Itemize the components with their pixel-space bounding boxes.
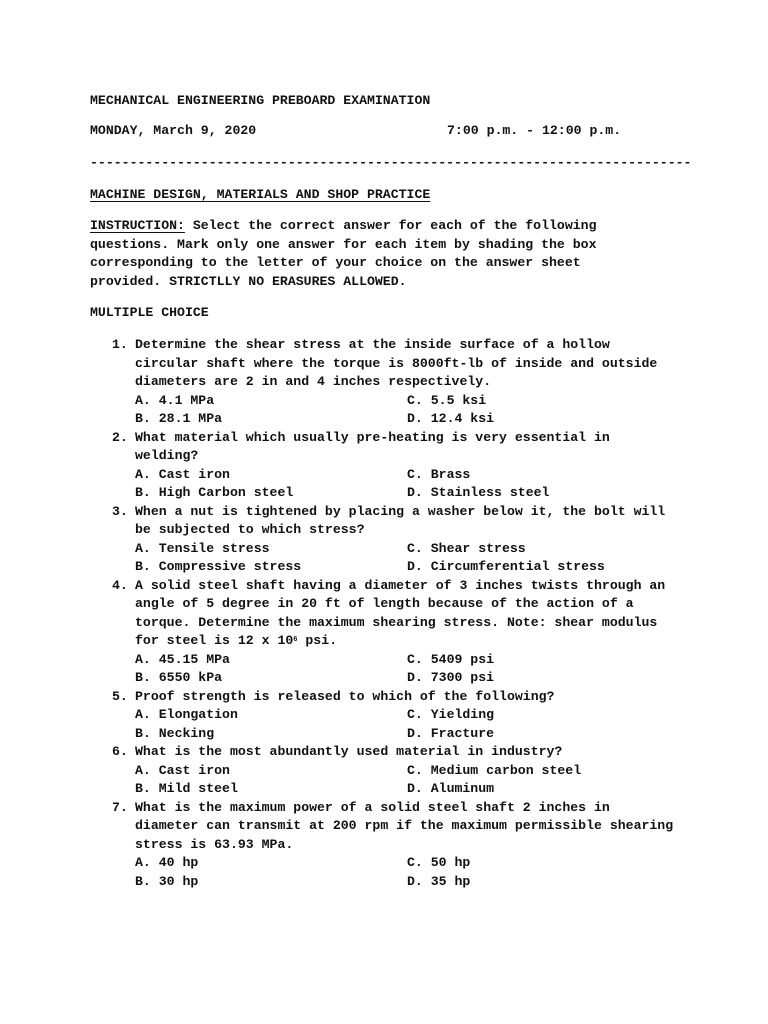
exam-time: 7:00 p.m. - 12:00 p.m. bbox=[447, 123, 622, 138]
choice-a: A. 40 hp bbox=[135, 855, 199, 871]
choice-c: C. Medium carbon steel bbox=[407, 762, 582, 778]
question-number: 5. bbox=[112, 688, 128, 704]
question-text: What material which usually pre-heating is very essential in welding? bbox=[135, 429, 610, 464]
question-number: 4. bbox=[112, 577, 128, 593]
question-text: What is the most abundantly used material in industry? bbox=[135, 744, 563, 760]
choice-c: C. Shear stress bbox=[407, 540, 526, 556]
choice-d: D. 7300 psi bbox=[407, 670, 495, 686]
choice-b: B. Necking bbox=[135, 725, 215, 741]
exponent-superscript: 6 bbox=[293, 636, 298, 645]
question-3 bbox=[90, 503, 690, 577]
choice-grid bbox=[135, 762, 690, 799]
choice-d: D. Stainless steel bbox=[407, 485, 550, 501]
choice-c: C. Brass bbox=[407, 466, 471, 482]
choice-a: A. Cast iron bbox=[135, 762, 230, 778]
choice-d: D. Fracture bbox=[407, 725, 495, 741]
question-text-main: A solid steel shaft having a diameter of 3 inches twists through an angle of 5 degree in 20 ft of length because of the action of a torque. Determine the maximum shearing stress. Note: shear modulus for steel is 12 x 10 bbox=[135, 577, 666, 649]
choice-grid bbox=[135, 392, 690, 429]
choice-d: D. 12.4 ksi bbox=[407, 411, 495, 427]
choice-d: D. 35 hp bbox=[407, 873, 471, 889]
choice-grid bbox=[135, 540, 690, 577]
choice-grid bbox=[135, 706, 690, 743]
question-1 bbox=[90, 336, 690, 429]
separator-line: ---------------------------------------------------------------------------- bbox=[90, 155, 692, 170]
question-text: What is the maximum power of a solid steel shaft 2 inches in diameter can transmit at 200 rpm if the maximum permissible shearing stress is 63.93 MPa. bbox=[135, 799, 674, 852]
question-4 bbox=[90, 577, 690, 688]
question-number: 3. bbox=[112, 503, 128, 519]
choice-a: A. 4.1 MPa bbox=[135, 392, 215, 408]
question-text: Proof strength is released to which of the following? bbox=[135, 688, 555, 704]
choice-b: B. 28.1 MPa bbox=[135, 411, 223, 427]
question-text bbox=[135, 577, 675, 651]
choice-b: B. 6550 kPa bbox=[135, 670, 223, 686]
choice-b: B. Compressive stress bbox=[135, 559, 302, 575]
question-number: 1. bbox=[112, 337, 128, 352]
question-6 bbox=[90, 743, 690, 798]
instruction-label: INSTRUCTION: bbox=[90, 218, 185, 233]
choice-grid bbox=[135, 854, 690, 891]
choice-b: B. Mild steel bbox=[135, 781, 238, 797]
exam-title: MECHANICAL ENGINEERING PREBOARD EXAMINATION bbox=[90, 93, 431, 108]
choice-c: C. 50 hp bbox=[407, 855, 471, 871]
question-text-tail: psi. bbox=[297, 633, 338, 649]
question-7 bbox=[90, 799, 690, 892]
question-number: 7. bbox=[112, 799, 128, 815]
choice-d: D. Aluminum bbox=[407, 781, 495, 797]
choice-d: D. Circumferential stress bbox=[407, 559, 605, 575]
choice-a: A. Cast iron bbox=[135, 466, 230, 482]
exam-date: MONDAY, March 9, 2020 bbox=[90, 123, 257, 138]
choice-c: C. Yielding bbox=[407, 707, 495, 723]
question-number: 6. bbox=[112, 744, 128, 760]
question-5 bbox=[90, 688, 690, 743]
question-text: When a nut is tightened by placing a washer below it, the bolt will be subjected to which stress? bbox=[135, 503, 666, 538]
choice-grid bbox=[135, 651, 690, 688]
choice-a: A. Tensile stress bbox=[135, 540, 270, 556]
subject-heading: MACHINE DESIGN, MATERIALS AND SHOP PRACTICE bbox=[90, 187, 431, 202]
choice-grid bbox=[135, 466, 690, 503]
question-text: Determine the shear stress at the inside surface of a hollow circular shaft where the torque is 8000ft-lb of inside and outside diameters are 2 in and 4 inches respectively. bbox=[135, 337, 658, 390]
question-list bbox=[90, 336, 690, 891]
question-number: 2. bbox=[112, 429, 128, 445]
instruction-text: Select the correct answer for each of the following questions. Mark only one answer for each item by shading the box corresponding to the letter of your choice on the answer sheet provided. STRICTLLY NO ERASURES ALLOWED. bbox=[90, 218, 597, 289]
choice-a: A. Elongation bbox=[135, 707, 238, 723]
choice-c: C. 5409 psi bbox=[407, 651, 495, 667]
instruction-block bbox=[90, 217, 650, 291]
choice-a: A. 45.15 MPa bbox=[135, 651, 230, 667]
choice-c: C. 5.5 ksi bbox=[407, 392, 487, 408]
question-2 bbox=[90, 429, 690, 503]
section-heading: MULTIPLE CHOICE bbox=[90, 305, 209, 320]
choice-b: B. 30 hp bbox=[135, 873, 199, 889]
choice-b: B. High Carbon steel bbox=[135, 485, 294, 501]
